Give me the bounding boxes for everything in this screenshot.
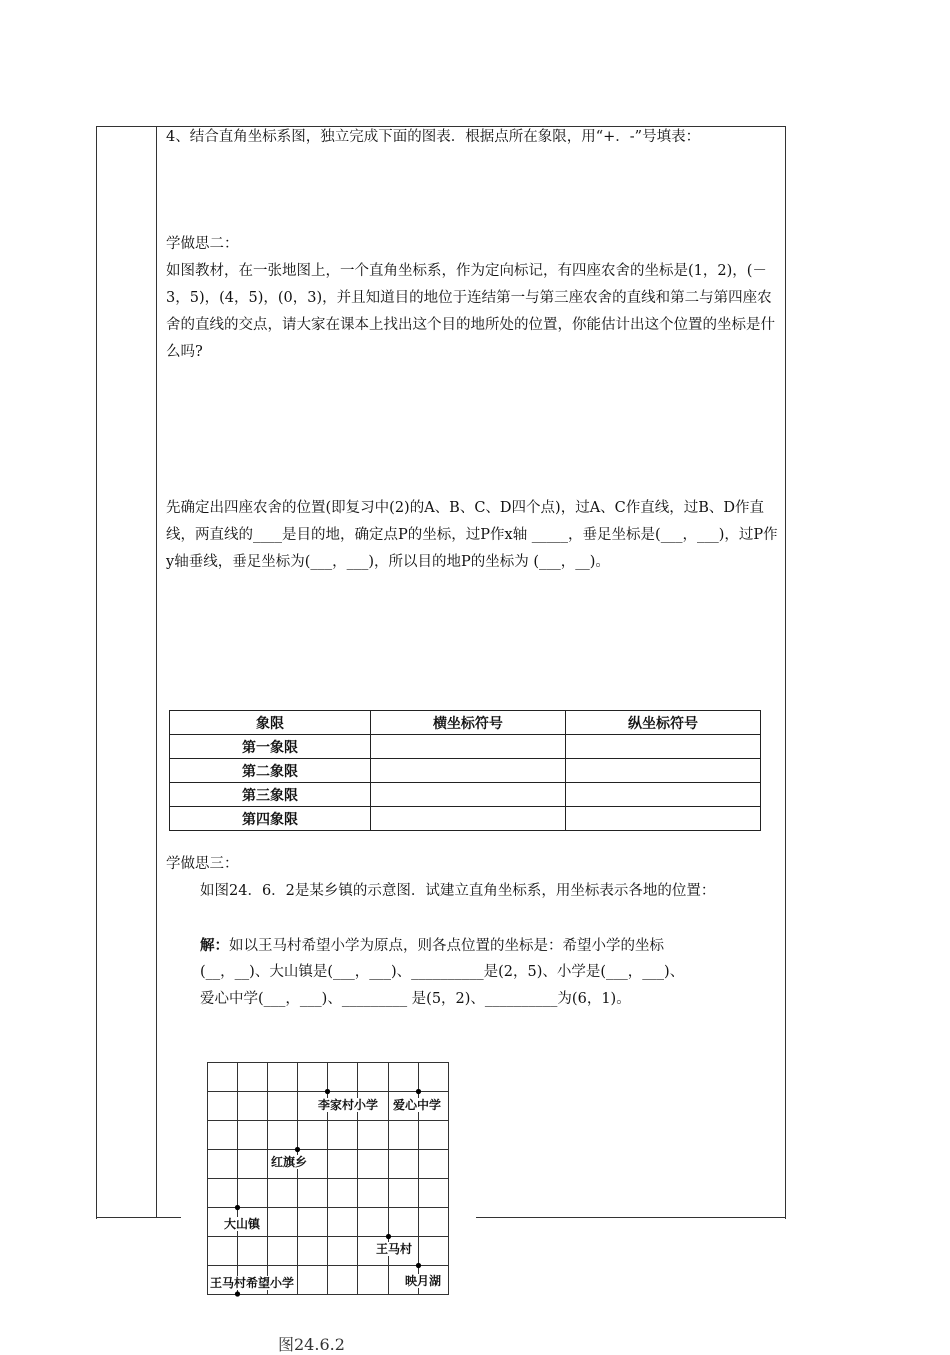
bottom-border-left (96, 1217, 181, 1218)
label-yingyue: 映月湖 (405, 1274, 442, 1288)
row-label-q3: 第三象限 (170, 783, 371, 807)
header-x-sign: 横坐标符号 (370, 711, 565, 735)
point-wangma (386, 1234, 391, 1239)
cell-q3-x[interactable] (370, 783, 565, 807)
township-map (207, 1062, 449, 1295)
label-lijiacun: 李家村小学 (318, 1098, 379, 1112)
point-yingyue (416, 1263, 421, 1268)
section-2-hint: 先确定出四座农舍的位置(即复习中(2)的A、B、C、D四个点)，过A、C作直线，过B、D作直线，两直线的____是目的地，确定点P的坐标，过P作x轴 _____，垂足坐标是(___，___)，过P作y轴垂线，垂足坐标为(___，___)，所以目的地P的坐标为 (___，__)。 (166, 500, 778, 570)
section-3-solution-3: 爱心中学(___，___)、_________ 是(5，2)、__________为(6，1)。 (200, 991, 631, 1007)
point-lijiacun (325, 1089, 330, 1094)
solution-text-1: 如以王马村希望小学为原点，则各点位置的坐标是：希望小学的坐标 (229, 938, 664, 954)
point-hongqi (295, 1147, 300, 1152)
section-2-paragraph: 如图教材，在一张地图上，一个直角坐标系，作为定向标记，有四座农舍的坐标是(1，2)，(－3，5)，(4，5)，(0，3)，并且知道目的地位于连结第一与第三座农舍的直线和第二与第四座农舍的直线的交点，请大家在课本上找出这个目的地所处的位置，你能估计出这个位置的坐标是什么吗? (166, 263, 775, 360)
solution-label: 解： (200, 937, 229, 954)
cell-q3-y[interactable] (565, 783, 760, 807)
table-row (170, 807, 761, 831)
cell-q1-y[interactable] (565, 735, 760, 759)
label-dashan: 大山镇 (224, 1217, 261, 1231)
point-school (235, 1291, 240, 1296)
header-quadrant: 象限 (170, 711, 371, 735)
table-row (170, 759, 761, 783)
section-3-intro: 如图24．6．2是某乡镇的示意图．试建立直角坐标系，用坐标表示各地的位置： (200, 883, 716, 899)
column-divider (156, 126, 157, 1218)
label-wangma: 王马村 (376, 1242, 413, 1256)
section-3-solution-1 (166, 932, 778, 960)
row-label-q4: 第四象限 (170, 807, 371, 831)
label-aixin: 爱心中学 (393, 1098, 442, 1112)
quadrant-sign-table (169, 710, 761, 831)
label-hongqi: 红旗乡 (271, 1155, 308, 1169)
cell-q2-x[interactable] (370, 759, 565, 783)
section-2-heading: 学做思二： (166, 236, 239, 252)
cell-q4-x[interactable] (370, 807, 565, 831)
point-dashan (235, 1205, 240, 1210)
table-header-row (170, 711, 761, 735)
row-label-q1: 第一象限 (170, 735, 371, 759)
question-4: 4、结合直角坐标系图，独立完成下面的图表．根据点所在象限，用“+．-”号填表： (166, 129, 701, 145)
cell-q4-y[interactable] (565, 807, 760, 831)
label-school: 王马村希望小学 (210, 1276, 295, 1290)
cell-q1-x[interactable] (370, 735, 565, 759)
point-aixin (416, 1089, 421, 1094)
row-label-q2: 第二象限 (170, 759, 371, 783)
table-row (170, 783, 761, 807)
table-row (170, 735, 761, 759)
section-3-solution-2: (__，__)、大山镇是(___，___)、__________是(2，5)、小学是(___，___)、 (200, 964, 685, 980)
cell-q2-y[interactable] (565, 759, 760, 783)
header-y-sign: 纵坐标符号 (565, 711, 760, 735)
section-3-heading: 学做思三： (166, 856, 239, 872)
figure-caption: 图24.6.2 (278, 1335, 345, 1354)
bottom-border-right (476, 1217, 785, 1218)
